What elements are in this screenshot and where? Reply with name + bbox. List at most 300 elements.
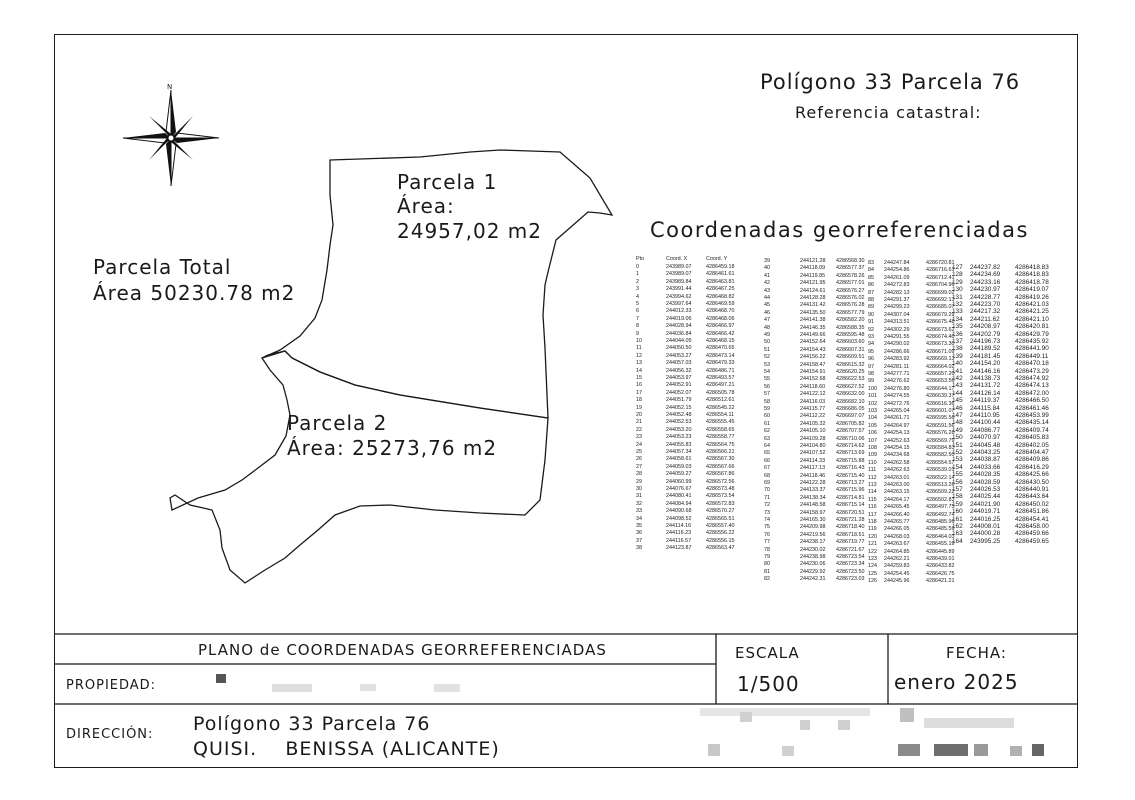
coordinates-cell: 2 [636,278,639,285]
coordinates-cell: 4286715.88 [836,457,865,464]
coordinates-cell: 37 [636,537,642,544]
coordinates-cell: 4286572.83 [706,500,735,507]
coordinates-cell: 244265.77 [884,519,910,525]
coordinates-cell: 244122.28 [800,480,826,486]
coordinates-cell: 4286721.28 [836,517,865,523]
coordinates-cell: 87 [868,289,874,296]
coordinates-cell: 244025.44 [970,493,1001,501]
coordinates-cell: 23 [636,434,642,441]
coordinates-cell: 1 [636,271,639,278]
coordinates-cell: 244028.94 [666,323,692,330]
coordinates-cell: 159 [952,500,963,508]
coordinates-cell: 160 [952,508,963,516]
coordinates-cell: 244115.84 [970,404,1000,412]
coordinates-cell: 4286497.21 [706,382,735,389]
coordinates-cell: 4286713.27 [836,480,865,486]
coordinates-cell: 4286627.52 [836,383,865,390]
coordinates-cell: 107 [868,437,877,444]
coordinates-cell: 29 [636,478,642,485]
coordinates-cell: 36 [636,530,642,537]
coordinates-cell: 90 [868,311,874,318]
coordinates-cell: 14 [636,367,642,374]
coordinates-cell: 68 [764,472,770,479]
coordinates-cell: 244110.95 [970,412,1000,419]
coordinates-cell: 4286664.02 [926,363,955,370]
coordinates-cell: 164 [952,537,963,545]
coordinates-cell: 120 [868,533,877,540]
coordinates-cell: 156 [952,478,963,486]
coordinates-cell: 244156.22 [800,354,826,361]
catastral-reference-label: Referencia catastral: [795,103,982,122]
coordinates-cell: 4286679.29 [926,311,955,318]
coordinates-cell: 244118.46 [800,472,826,479]
coordinates-cell: 15 [636,375,642,381]
coordinates-cell: 4286719.77 [836,539,865,546]
coordinates-cell: 103 [868,408,877,414]
coordinates-cell: 127 [952,264,963,271]
coordinates-cell: 4286675.48 [926,319,955,326]
coordinates-cell: 4286595.56 [926,415,955,422]
coordinates-cell: 244261.09 [884,274,910,281]
coordinates-cell: 4286582.20 [836,317,865,324]
coordinates-cell: 65 [764,450,770,457]
coordinates-cell: 4286418.83 [1015,271,1049,279]
coordinates-cell: 4286723.54 [836,554,865,560]
coordinates-cell: 244230.97 [970,286,1001,294]
coordinates-cell: 4286443.64 [1015,493,1049,501]
coordinates-cell: 4286707.57 [836,428,865,435]
coordinates-cell: 4286573.54 [706,493,735,500]
coordinates-cell: 244121.28 [800,258,826,264]
coordinates-cell: 244146.16 [970,367,1001,375]
coordinates-cell: 244219.56 [800,531,826,538]
coordinates-cell: 244262.58 [884,459,910,466]
coordinates-cell: 243991.44 [666,286,692,293]
coordinates-cell: 244053.23 [666,434,692,441]
coordinates-cell: 142 [952,375,963,382]
coordinates-cell: 4286715.96 [836,487,865,494]
coordinates-cell: 115 [868,496,877,503]
coordinates-cell: 4286450.02 [1015,500,1049,508]
redacted-block [838,720,850,730]
coordinates-cell: 244090.68 [666,508,692,515]
coordinates-cell: 139 [952,352,963,360]
total-parcel-area: Área 50230.78 m2 [93,281,296,305]
coordinates-cell: 101 [868,393,877,400]
coordinates-cell: 149 [952,426,963,434]
coordinates-cell: 244098.52 [666,515,692,522]
coordinates-cell: 4286461.61 [706,271,735,278]
coordinates-cell: 8 [636,323,639,330]
coordinates-cell: 4286463.81 [706,278,735,285]
coordinates-cell: 244131.72 [970,382,1001,390]
coordinates-cell: 244272.83 [884,282,910,289]
coordinates-cell: 4286505.78 [706,389,735,396]
coordinates-cell: 244019.71 [970,508,1001,516]
coordinates-cell: 3 [636,286,639,293]
coordinates-cell: 67 [764,465,770,472]
coordinates-cell: 141 [952,367,963,375]
coordinates-cell: 244237.82 [970,264,1001,271]
coordinates-cell: 244254.45 [884,570,910,577]
coordinates-cell: 244057.34 [666,449,692,455]
coordinates-cell: 4286522.14 [926,474,955,481]
coordinates-cell: 7 [636,315,639,322]
coordinates-cell: 4286554.57 [926,459,955,466]
coordinates-cell: 244112.22 [800,413,826,420]
coordinates-cell: 4286464.03 [926,533,955,540]
coordinates-cell: 4286576.02 [836,295,865,301]
coordinates-cell: 4286440.91 [1015,486,1049,493]
coordinates-cell: 4286577.01 [836,280,865,287]
coordinates-cell: 244038.87 [970,456,1001,464]
coordinates-cell: 97 [868,363,874,370]
coordinates-cell: 33 [636,508,642,515]
coordinates-cell: 144 [952,389,963,397]
coordinates-cell: 244051.79 [666,397,692,404]
coordinates-cell: 244290.02 [884,341,910,348]
coordinates-cell: 244272.76 [884,400,910,407]
coordinates-cell: 74 [764,517,770,523]
redacted-block [934,744,968,756]
coordinates-cell: 52 [764,354,770,361]
coordinates-cell: 4286474.13 [1015,382,1049,390]
coordinates-cell: 59 [764,406,770,412]
coordinates-cell: 244124.61 [800,287,826,294]
coordinates-cell: 16 [636,382,642,389]
coordinates-cell: 244264.17 [884,496,910,503]
coordinates-cell: 4286455.19 [926,541,955,548]
coordinates-cell: 133 [952,308,963,316]
coordinates-cell: 4286718.40 [836,524,865,531]
coordinates-cell: 244223.70 [970,301,1001,308]
coordinates-cell: 19 [636,404,642,411]
coordinates-cell: 25 [636,449,642,455]
coordinates-cell: 4286473.29 [1015,367,1049,375]
coordinates-cell: 244052.07 [666,389,692,396]
coordinates-cell: 75 [764,524,770,531]
coordinates-cell: 131 [952,293,963,301]
coordinates-cell: 4286714.62 [836,443,865,449]
coordinates-cell: 4286673.62 [926,326,955,333]
coordinates-cell: 4286716.61 [926,267,955,274]
coordinates-cell: 51 [764,346,770,353]
coordinates-cell: 244263.67 [884,541,910,548]
coordinates-cell: 61 [764,420,770,427]
coordinates-cell: 244109.28 [800,435,826,442]
coordinates-cell: 244056.32 [666,367,692,374]
redacted-block [1010,746,1022,756]
coordinates-cell: 4286468.06 [706,315,735,322]
coordinates-cell: 4286419.07 [1015,286,1049,294]
coordinates-cell: 4286576.28 [836,302,865,309]
coordinates-cell: 46 [764,309,770,316]
coordinates-cell: 4286718.51 [836,531,865,538]
coordinates-cell: 4286567.66 [706,463,735,470]
coordinates-cell: 244234.68 [884,452,910,459]
coordinates-cell: 13 [636,360,642,367]
coordinates-cell: 244165.30 [800,517,826,523]
coordinates-cell: 143 [952,382,963,390]
coordinates-cell: 244086.77 [970,426,1001,434]
coordinates-cell: 244138.73 [970,375,1001,382]
coordinates-cell: 158 [952,493,963,501]
fecha-value: enero 2025 [894,670,1019,694]
coordinates-cell: 244019.06 [666,315,692,322]
coordinates-cell: 4286445.89 [926,548,955,555]
coordinates-cell: 122 [868,548,877,555]
coordinates-cell: 244252.63 [884,437,910,444]
coordinates-heading: Coordenadas georreferenciadas [650,218,1029,242]
coordinates-cell: 145 [952,397,963,405]
coordinates-cell: 244245.96 [884,578,910,585]
coordinates-cell: 244052.91 [666,382,692,389]
coordinates-cell: 124 [868,563,877,570]
coordinates-cell: 27 [636,463,642,470]
coordinates-cell: 100 [868,385,877,392]
coordinates-cell: 44 [764,295,770,301]
redacted-block [782,746,794,756]
coordinates-cell: 4286699.02 [926,289,955,296]
coordinates-cell: 48 [764,324,770,331]
coordinates-cell: 71 [764,494,770,501]
coordinates-cell: 0 [636,264,639,270]
coordinates-cell: 30 [636,486,642,492]
coordinates-cell: 66 [764,457,770,464]
coordinates-cell: 244116.03 [800,398,826,405]
coordinates-cell: 244189.52 [970,345,1001,353]
coordinates-cell: 244076.67 [666,486,692,492]
coordinates-cell: 126 [868,578,877,585]
coordinates-cell: 50 [764,339,770,346]
coordinates-cell: 4286616.36 [926,400,955,407]
coordinates-cell: 4286493.57 [706,375,735,381]
redacted-owner [272,684,312,692]
coordinates-cell: 244148.58 [800,502,826,509]
coordinates-cell: 4286466.97 [706,323,735,330]
coordinates-cell: 31 [636,493,642,500]
coordinates-cell: 73 [764,509,770,516]
coordinates-cell: 4286421.21 [926,578,955,585]
coordinates-cell: 106 [868,430,877,437]
coordinates-cell: 4286657.20 [926,371,955,377]
coordinates-cell: 244276.62 [884,378,910,385]
coordinates-cell: 4286576.28 [926,430,955,437]
coordinates-cell: 4286558.65 [706,426,735,433]
coordinates-cell: 244135.50 [800,309,826,316]
coordinates-cell: 78 [764,546,770,553]
coordinates-cell: 244043.25 [970,449,1001,456]
coordinates-cell: 244263.15 [884,489,910,496]
coordinates-cell: 57 [764,391,770,398]
coordinates-cell: 140 [952,360,963,368]
coordinates-cell: 112 [868,474,877,481]
coordinates-cell: 244000.28 [970,530,1001,538]
coordinates-cell: 39 [764,258,770,264]
coordinates-cell: 244053.97 [666,375,692,381]
coordinates-cell: 4286591.56 [926,422,955,429]
redacted-block [700,708,870,716]
coordinates-cell: 244146.35 [800,324,826,331]
coordinates-cell: 128 [952,271,963,279]
coordinates-cell: 4286567.30 [706,456,735,463]
coordinates-cell: 118 [868,519,877,525]
coordinates-cell: 41 [764,272,770,279]
coordinates-cell: 244052.15 [666,404,692,411]
coordinates-cell: 244116.23 [666,530,692,537]
parcel-2-outline [170,351,548,583]
coordinates-cell: 244202.79 [970,330,1001,338]
coordinates-cell: 244266.40 [884,511,910,518]
coordinates-cell: 4286721.67 [836,546,865,553]
coordinates-cell: 244070.97 [970,434,1001,442]
coordinates-cell: 119 [868,526,877,533]
coordinates-cell: 244254.86 [884,267,910,274]
coordinates-cell: 4286459.66 [1015,530,1049,538]
coordinates-cell: 244152.68 [800,376,826,383]
coordinates-header: Coord. X [666,256,688,262]
coordinates-cell: 84 [868,267,874,274]
coordinates-cell: 4286472.00 [1015,389,1049,397]
coordinates-cell: 88 [868,297,874,303]
coordinates-cell: 244138.34 [800,494,826,501]
coordinates-cell: 244126.14 [970,389,1001,397]
coordinates-cell: 4286416.29 [1015,463,1049,471]
coordinates-cell: 4286704.96 [926,282,955,289]
coordinates-cell: 244228.77 [970,293,1001,301]
coordinates-cell: 244016.25 [970,515,1001,523]
coordinates-cell: 4286430.50 [1015,478,1049,486]
coordinates-cell: 244264.97 [884,422,910,429]
coordinates-cell: 244230.06 [800,561,826,568]
coordinates-cell: 244118.60 [800,383,826,390]
coordinates-cell: 4286458.00 [1015,523,1049,530]
coordinates-cell: 4286714.81 [836,494,865,501]
coordinates-cell: 4286692.13 [926,297,955,303]
coordinates-cell: 11 [636,345,642,352]
coordinates-cell: 244283.92 [884,356,910,363]
coordinates-cell: 244121.95 [800,280,826,287]
coordinates-cell: 154 [952,463,963,471]
coordinates-header: Pto [636,256,645,262]
coordinates-cell: 4286404.47 [1015,449,1049,456]
coordinates-cell: 4286607.31 [836,346,865,353]
coordinates-cell: 95 [868,348,874,355]
coordinates-cell: 4286723.03 [836,576,865,583]
direccion-label: DIRECCIÓN: [66,727,154,742]
coordinates-cell: 244254.13 [884,430,910,437]
coordinates-cell: 244277.71 [884,371,910,377]
coordinates-cell: 244053.20 [666,426,692,433]
coordinates-cell: 82 [764,576,770,583]
coordinates-cell: 4286615.32 [836,361,865,368]
coordinates-cell: 136 [952,330,963,338]
coordinates-cell: 4286402.05 [1015,441,1049,449]
coordinates-cell: 4286573.48 [706,486,735,492]
redacted-block [974,744,988,756]
coordinates-cell: 125 [868,570,877,577]
coordinates-cell: 4286595.48 [836,332,865,338]
coordinates-cell: 244282.13 [884,289,910,296]
coordinates-cell: 54 [764,369,770,375]
coordinates-cell: 12 [636,352,642,359]
coordinates-cell: 4286564.75 [706,441,735,448]
coordinates-cell: 4286509.22 [926,489,955,496]
coordinates-cell: 161 [952,515,963,523]
coordinates-cell: 244154.91 [800,369,826,375]
coordinates-cell: 4286566.21 [706,449,735,455]
coordinates-cell: 244211.62 [970,315,1000,323]
coordinates-cell: 4286473.14 [706,352,735,359]
redacted-block [800,720,810,730]
fecha-label: FECHA: [946,644,1007,662]
coordinates-cell: 4286419.26 [1015,293,1049,301]
redacted-owner [216,674,226,683]
coordinates-cell: 4286405.83 [1015,434,1049,442]
coordinates-cell: 69 [764,480,770,486]
coordinates-cell: 4286461.46 [1015,404,1049,412]
coordinates-cell: 4286418.83 [1015,264,1049,271]
coordinates-cell: 244133.37 [800,487,826,494]
coordinates-cell: 244158.97 [800,509,826,516]
coordinates-cell: 45 [764,302,770,309]
coordinates-cell: 4286622.53 [836,376,865,383]
coordinates-cell: 58 [764,398,770,405]
coordinates-cell: 244154.43 [800,346,826,353]
coordinates-cell: 4286502.83 [926,496,955,503]
coordinates-cell: 4286567.86 [706,471,735,478]
coordinates-cell: 110 [868,459,877,466]
coordinates-cell: 244114.16 [666,523,692,529]
coordinates-cell: 4286513.26 [926,482,955,488]
coordinates-cell: 244033.66 [970,463,1001,471]
coordinates-cell: 92 [868,326,874,333]
direccion-line-2: QUISI. BENISSA (ALICANTE) [193,738,500,760]
coordinates-cell: 24 [636,441,642,448]
coordinates-cell: 4286439.01 [926,556,955,562]
coordinates-cell: 123 [868,556,877,562]
total-parcel-label: Parcela Total [93,255,232,279]
coordinates-cell: 4286673.30 [926,341,955,348]
coordinates-cell: 89 [868,304,874,311]
coordinates-cell: 157 [952,486,963,493]
coordinates-cell: 38 [636,545,642,552]
coordinates-cell: 49 [764,332,770,338]
coordinates-cell: 244059.27 [666,471,692,478]
coordinates-cell: 244105.32 [800,420,826,427]
coordinates-cell: 244262.21 [884,556,910,562]
coordinates-cell: 4286632.00 [836,391,865,398]
coordinates-cell: 9 [636,330,639,337]
coordinates-cell: 244307.04 [884,311,910,318]
coordinates-cell: 4286644.17 [926,385,955,392]
north-arrow-icon [123,90,219,186]
coordinates-cell: 42 [764,280,770,287]
coordinates-cell: 4286485.96 [926,519,955,525]
coordinates-cell: 244036.84 [666,330,692,337]
coordinates-cell: 152 [952,449,963,456]
coordinates-cell: 244057.03 [666,360,692,367]
coordinates-cell: 4286466.42 [706,330,735,337]
coordinates-cell: 4286492.74 [926,511,955,518]
coordinates-cell: 244107.52 [800,450,826,457]
coordinates-cell: 244263.01 [884,474,910,481]
coordinates-cell: 4286720.51 [836,509,865,516]
coordinates-cell: 60 [764,413,770,420]
coordinates-cell: 81 [764,568,770,575]
coordinates-cell: 4286568.30 [836,258,865,264]
coordinates-cell: 96 [868,356,874,363]
